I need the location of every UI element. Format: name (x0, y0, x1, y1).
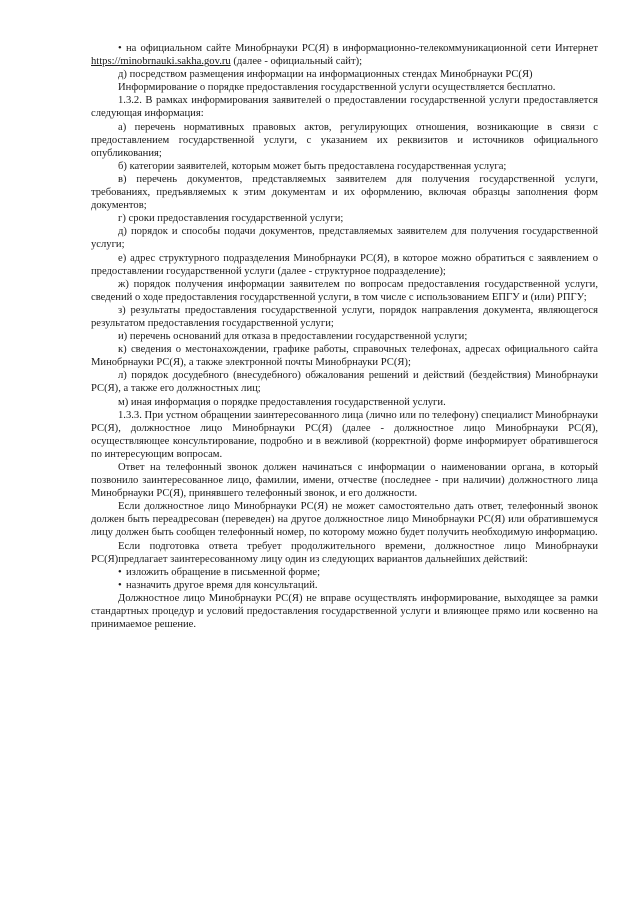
bullet-official-site (91, 42, 598, 68)
list-item-m: м) иная информация о порядке предоставления государственной услуги. (118, 396, 446, 408)
list-item-l: л) порядок досудебного (внесудебного) обжалования решений и действий (бездействия) Минобрнауки РС(Я), а также его должностных лиц; (91, 370, 598, 395)
list-item-d: д) порядок и способы подачи документов, представляемых заявителем для получения государственной услуги; (91, 226, 598, 251)
paragraph-phone: Ответ на телефонный звонок должен начинаться с информации о наименовании органа, в который позвонило заинтересованное лицо, фамилии, имени, отчестве (последнее - при наличии) должностного лица Минобрнауки РС(Я), принявшего телефонный звонок, и его должности. (91, 462, 598, 500)
text-site-pre: на официальном сайте Минобрнауки РС(Я) в информационно-телекоммуникационной сети Интернет (126, 43, 598, 54)
option-1-text: изложить обращение в письменной форме; (126, 566, 321, 578)
paragraph-longtime: Если подготовка ответа требует продолжительного времени, должностное лицо Минобрнауки РС(Я)предлагает заинтересованному лицу один из следующих вариантов дальнейших действий: (91, 540, 598, 565)
bullet-icon: • (118, 579, 122, 591)
bullet-icon: • (118, 43, 122, 54)
bullet-option-1 (91, 566, 598, 579)
free-info: Информирование о порядке предоставления государственной услуги осуществляется бесплатно. (118, 82, 556, 94)
paragraph-redirect: Если должностное лицо Минобрнауки РС(Я) не может самостоятельно дать ответ, телефонный звонок должен быть переадресован (переведен) на другое должностное лицо Минобрнауки РС(Я) или обратившемуся лицу должен быть сообщен телефонный номер, по которому можно будет получить необходимую информацию. (91, 501, 598, 539)
text-site-post: (далее - официальный сайт); (230, 56, 363, 68)
list-item-e: е) адрес структурного подразделения Минобрнауки РС(Я), в которое можно обратиться с заявлением о предоставлении государственной услуги (далее - структурное подразделение); (91, 252, 598, 277)
item-d-stands: д) посредством размещения информации на информационных стендах Минобрнауки РС(Я) (118, 69, 533, 81)
bullet-icon: • (118, 566, 122, 578)
list-item-v: в) перечень документов, представляемых заявителем для получения государственной услуги, требованиях, предъявляемых к этим документам и их оформлению, включая образцы заполнения форм документов; (91, 173, 598, 212)
document-page (91, 42, 598, 631)
bullet-option-2 (91, 579, 598, 592)
section-1-3-2: 1.3.2. В рамках информирования заявителей о предоставлении государственной услуги предоставляется следующая информация: (91, 95, 598, 120)
list-item-a: а) перечень нормативных правовых актов, регулирующих отношения, возникающие в связи с предоставлением государственной услуги, с указанием их реквизитов и источников официального опубликования; (91, 121, 598, 159)
list-item-k: к) сведения о местонахождении, графике работы, справочных телефонах, адресах официального сайта Минобрнауки РС(Я), а также электронной почты Минобрнауки РС(Я); (91, 344, 598, 369)
option-2-text: назначить другое время для консультаций. (126, 579, 318, 591)
list-item-zh: ж) порядок получения информации заявителем по вопросам предоставления государственной услуги, сведений о ходе предоставления государственной услуги, в том числе с использованием ЕПГУ и (или) РПГУ; (91, 278, 598, 303)
list-item-g: г) сроки предоставления государственной услуги; (118, 213, 344, 225)
list-item-z: з) результаты предоставления государственной услуги, порядок направления документа, являющегося результатом предоставления государственной услуги; (91, 304, 598, 329)
official-site-link[interactable]: https://minobrnauki.sakha.gov.ru (91, 56, 231, 68)
section-1-3-3: 1.3.3. При устном обращении заинтересованного лица (лично или по телефону) специалист Минобрнауки РС(Я), должностное лицо Минобрнауки РС(Я) (далее - должностное лицо Минобрнауки РС(Я), осуществляющее консультирование, подробно и в вежливой (корректной) форме информирует обратившегося по интересующим вопросам. (91, 409, 598, 460)
list-item-i: и) перечень оснований для отказа в предоставлении государственной услуги; (118, 331, 468, 343)
list-item-b: б) категории заявителей, которым может быть предоставлена государственная услуга; (118, 160, 507, 172)
paragraph-final: Должностное лицо Минобрнауки РС(Я) не вправе осуществлять информирование, выходящее за рамки стандартных процедур и условий предоставления государственной услуги и влияющее прямо или косвенно на принимаемое решение. (91, 592, 598, 631)
